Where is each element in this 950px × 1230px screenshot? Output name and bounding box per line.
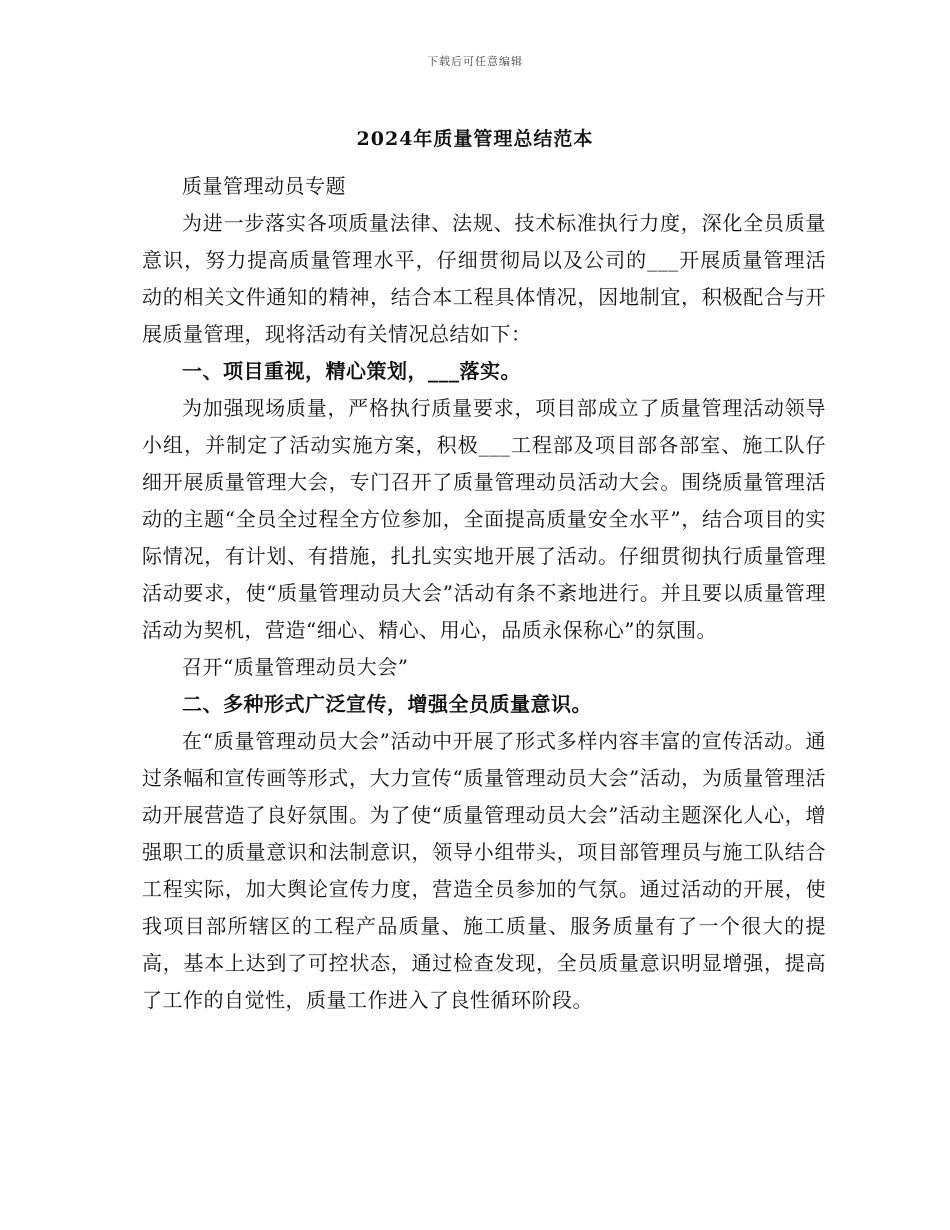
- section-heading-1: 一、项目重视，精心策划，___落实。: [182, 359, 521, 383]
- document-body: [142, 168, 826, 1019]
- header-note: 下载后可任意编辑: [427, 55, 523, 68]
- paragraph-section-2: 在“质量管理动员大会”活动中开展了形式多样内容丰富的宣传活动。通过条幅和宣传画等形式，大力宣传“质量管理动员大会”活动，为质量管理活动开展营造了良好氛围。为了使“质量管理动员大会”活动主题深化人心，增强职工的质量意识和法制意识，领导小组带头，项目部管理员与施工队结合工程实际，加大舆论宣传力度，营造全员参加的气氛。通过活动的开展，使我项目部所辖区的工程产品质量、施工质量、服务质量有了一个很大的提高，基本上达到了可控状态，通过检查发现，全员质量意识明显增强，提高了工作的自觉性，质量工作进入了良性循环阶段。: [142, 729, 826, 1012]
- section-heading-2: 二、多种形式广泛宣传，增强全员质量意识。: [182, 692, 592, 716]
- paragraph-section-1: 为加强现场质量，严格执行质量要求，项目部成立了质量管理活动领导小组，并制定了活动实施方案，积极___工程部及项目部各部室、施工队仔细开展质量管理大会，专门召开了质量管理动员活动大会。围绕质量管理活动的主题“全员全过程全方位参加，全面提高质量安全水平”，结合项目的实际情况，有计划、有措施，扎扎实实地开展了活动。仔细贯彻执行质量管理活动要求，使“质量管理动员大会”活动有条不紊地进行。并且要以质量管理活动为契机，营造“细心、精心、用心，品质永保称心”的氛围。: [142, 396, 826, 642]
- document-title: 2024年质量管理总结范本: [356, 128, 594, 150]
- paragraph-topic: 质量管理动员专题: [182, 174, 346, 198]
- paragraph-caption: 召开“质量管理动员大会”: [182, 655, 409, 679]
- paragraph-intro: 为进一步落实各项质量法律、法规、技术标准执行力度，深化全员质量意识，努力提高质量管理水平，仔细贯彻局以及公司的___开展质量管理活动的相关文件通知的精神，结合本工程具体情况，因地制宜，积极配合与开展质量管理，现将活动有关情况总结如下：: [142, 211, 826, 346]
